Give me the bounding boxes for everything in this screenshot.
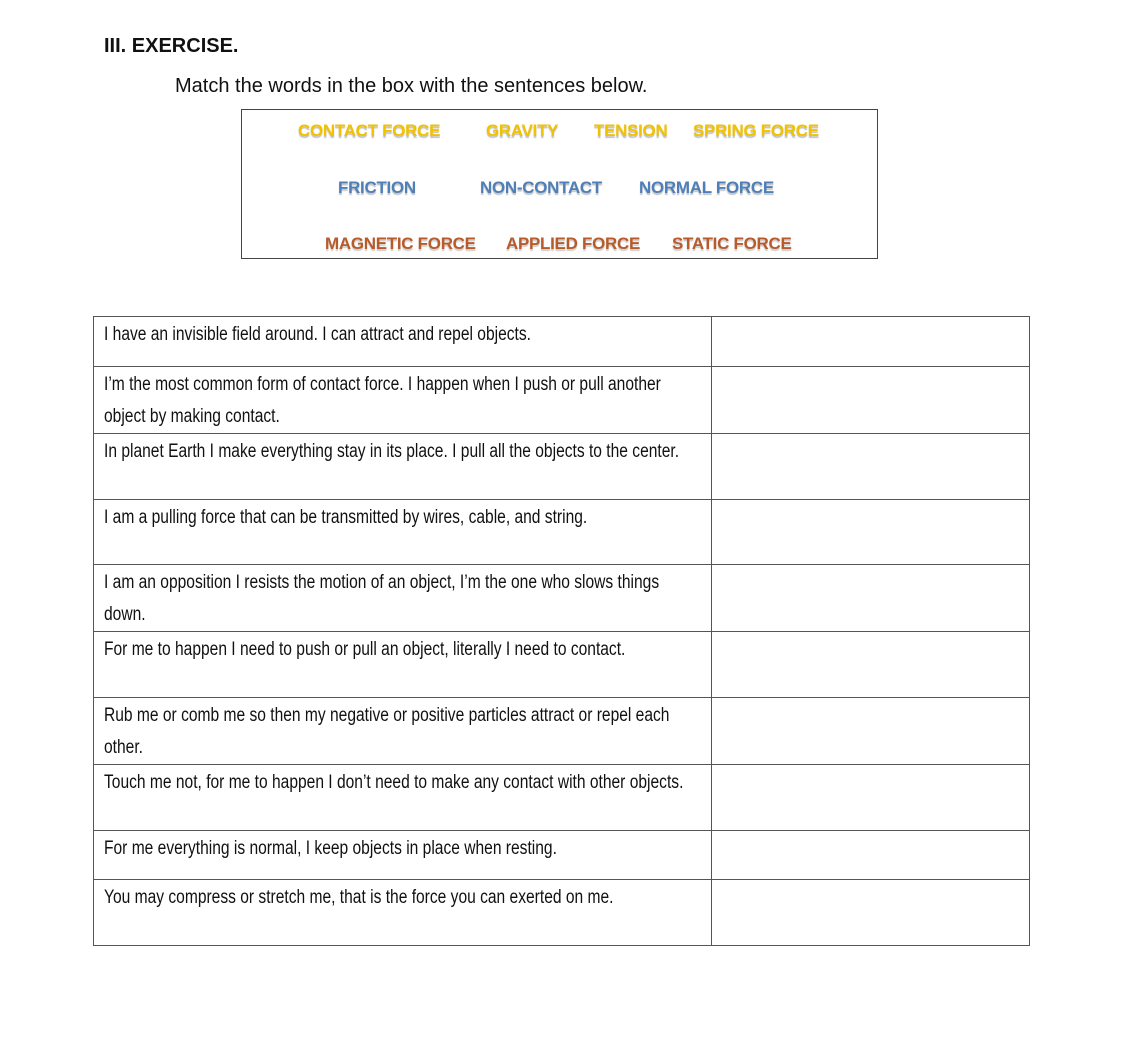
sentence-text: For me to happen I need to push or pull an object, literally I need to contact. <box>104 639 626 660</box>
word-contact-force: CONTACT FORCE <box>298 121 441 140</box>
sentence-text: I am an opposition I resists the motion of an object, I’m the one who slows things down. <box>104 572 660 625</box>
sentence-cell <box>94 500 712 565</box>
sentence-text: In planet Earth I make everything stay in its place. I pull all the objects to the center. <box>104 441 680 462</box>
answer-cell[interactable] <box>712 880 1030 946</box>
sentence-cell <box>94 698 712 765</box>
word-normal-force: NORMAL FORCE <box>639 178 774 197</box>
table-row <box>94 632 1030 698</box>
exercise-heading: III. EXERCISE. <box>104 35 239 57</box>
matching-table <box>93 316 1030 946</box>
word-non-contact: NON-CONTACT <box>480 178 602 197</box>
sentence-text: You may compress or stretch me, that is the force you can exerted on me. <box>104 887 614 908</box>
sentence-cell <box>94 565 712 632</box>
sentence-text: Rub me or comb me so then my negative or positive particles attract or repel each other. <box>104 705 670 758</box>
table-row <box>94 317 1030 367</box>
sentence-text: I am a pulling force that can be transmitted by wires, cable, and string. <box>104 507 588 528</box>
answer-cell[interactable] <box>712 317 1030 367</box>
table-row <box>94 500 1030 565</box>
table-row <box>94 434 1030 500</box>
table-row <box>94 831 1030 880</box>
answer-cell[interactable] <box>712 434 1030 500</box>
table-row <box>94 565 1030 632</box>
table-row <box>94 765 1030 831</box>
sentence-text: Touch me not, for me to happen I don’t need to make any contact with other objects. <box>104 772 684 793</box>
table-row <box>94 367 1030 434</box>
sentence-cell <box>94 632 712 698</box>
answer-cell[interactable] <box>712 367 1030 434</box>
word-applied-force: APPLIED FORCE <box>506 234 641 253</box>
word-static-force: STATIC FORCE <box>672 234 792 253</box>
table-row <box>94 698 1030 765</box>
sentence-cell <box>94 765 712 831</box>
answer-cell[interactable] <box>712 765 1030 831</box>
table-row <box>94 880 1030 946</box>
sentence-cell <box>94 434 712 500</box>
word-gravity: GRAVITY <box>486 121 559 140</box>
answer-cell[interactable] <box>712 831 1030 880</box>
sentence-text: I have an invisible field around. I can attract and repel objects. <box>104 324 531 345</box>
word-tension: TENSION <box>594 121 668 140</box>
sentence-text: I’m the most common form of contact force. I happen when I push or pull another object by making contact. <box>104 374 661 427</box>
word-magnetic-force: MAGNETIC FORCE <box>325 234 476 253</box>
answer-cell[interactable] <box>712 698 1030 765</box>
answer-cell[interactable] <box>712 565 1030 632</box>
word-spring-force: SPRING FORCE <box>693 121 819 140</box>
word-friction: FRICTION <box>338 178 416 197</box>
sentence-cell <box>94 317 712 367</box>
sentence-cell <box>94 831 712 880</box>
sentence-cell <box>94 880 712 946</box>
instruction-text: Match the words in the box with the sentences below. <box>175 75 648 97</box>
answer-cell[interactable] <box>712 500 1030 565</box>
sentence-cell <box>94 367 712 434</box>
word-box <box>241 109 878 259</box>
answer-cell[interactable] <box>712 632 1030 698</box>
sentence-text: For me everything is normal, I keep objects in place when resting. <box>104 838 557 859</box>
